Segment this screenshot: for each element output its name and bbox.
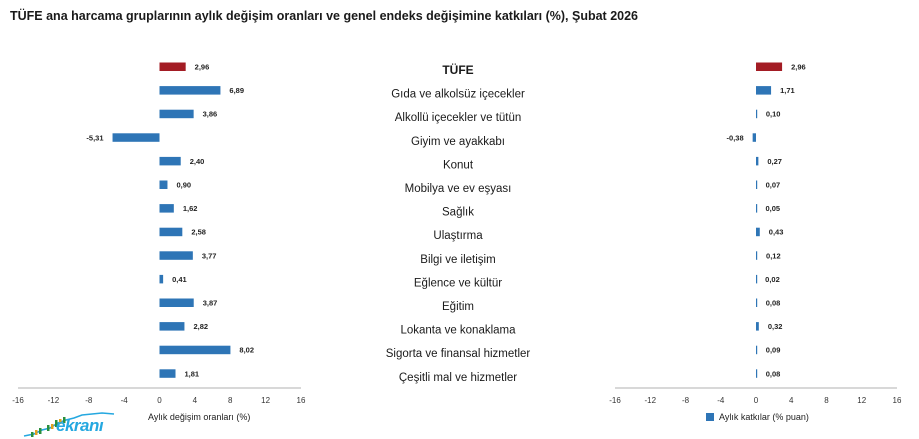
left-data-label-12: 8,02 bbox=[239, 345, 255, 355]
left-tick-label: 8 bbox=[228, 396, 233, 405]
left-data-label-2: 3,86 bbox=[202, 109, 218, 119]
right-bar-9 bbox=[756, 275, 757, 284]
right-bar-13 bbox=[756, 369, 757, 378]
left-data-label-5: 0,90 bbox=[176, 180, 192, 190]
left-bar-4 bbox=[160, 157, 181, 166]
left-bar-12 bbox=[160, 346, 231, 355]
left-data-label-13: 1,81 bbox=[184, 369, 200, 379]
legend-right bbox=[706, 412, 809, 422]
left-data-label-0: 2,96 bbox=[194, 62, 210, 72]
right-bar-6 bbox=[756, 204, 757, 213]
category-label-8: Bilgi ve iletişim bbox=[420, 253, 496, 266]
right-bar-1 bbox=[756, 86, 771, 95]
right-bar-7 bbox=[756, 228, 760, 237]
category-label-4: Konut bbox=[442, 159, 474, 172]
left-tick-label: -4 bbox=[120, 396, 128, 405]
left-bar-7 bbox=[160, 228, 183, 237]
right-tick-label: 4 bbox=[789, 396, 794, 405]
right-tick-label: -16 bbox=[609, 396, 621, 405]
left-bar-8 bbox=[160, 251, 193, 259]
category-label-12: Sigorta ve finansal hizmetler bbox=[385, 348, 531, 361]
category-label-1: Gıda ve alkolsüz içecekler bbox=[391, 88, 525, 101]
right-tick-label: 12 bbox=[857, 396, 867, 405]
left-tick-label: -12 bbox=[47, 396, 60, 405]
right-data-label-13: 0,08 bbox=[765, 369, 781, 379]
category-label-3: Giyim ve ayakkabı bbox=[411, 135, 505, 148]
right-tick-label: 0 bbox=[753, 396, 759, 405]
left-data-label-1: 6,89 bbox=[229, 86, 245, 96]
right-tick-label: 16 bbox=[892, 396, 902, 405]
logo-text: ekranı bbox=[56, 416, 104, 435]
left-bar-5 bbox=[160, 181, 168, 190]
right-tick-label: 8 bbox=[824, 396, 829, 405]
right-tick-label: -4 bbox=[717, 396, 725, 405]
category-label-13: Çeşitli mal ve hizmetler bbox=[398, 371, 518, 384]
right-data-label-8: 0,12 bbox=[766, 251, 781, 261]
right-bar-11 bbox=[756, 322, 759, 331]
left-bar-6 bbox=[160, 204, 174, 213]
right-data-label-1: 1,71 bbox=[780, 86, 795, 96]
right-data-label-7: 0,43 bbox=[768, 227, 784, 237]
right-data-label-11: 0,32 bbox=[767, 322, 783, 332]
left-bar-9 bbox=[160, 275, 164, 284]
left-data-label-7: 2,58 bbox=[191, 227, 206, 237]
left-bar-11 bbox=[160, 322, 185, 331]
left-data-label-8: 3,77 bbox=[201, 251, 217, 261]
left-tick-label: -8 bbox=[85, 396, 93, 405]
legend-swatch bbox=[706, 413, 714, 421]
right-tick-label: -12 bbox=[644, 396, 657, 405]
right-bar-8 bbox=[756, 251, 757, 259]
left-tick-label: 12 bbox=[261, 396, 271, 405]
left-data-label-6: 1,62 bbox=[182, 204, 198, 214]
left-data-label-9: 0,41 bbox=[172, 274, 187, 284]
right-bar-4 bbox=[756, 157, 758, 166]
chart-title: TÜFE ana harcama gruplarının aylık değişim oranları ve genel endeks değişimine katkıları (%), Şubat 2026 bbox=[10, 9, 639, 23]
left-bar-1 bbox=[160, 86, 221, 95]
legend-left-label: Aylık değişim oranları (%) bbox=[148, 412, 251, 422]
left-bar-3 bbox=[113, 133, 160, 142]
category-label-2: Alkollü içecekler ve tütün bbox=[394, 112, 522, 125]
right-bar-0 bbox=[756, 63, 782, 72]
right-data-label-2: 0,10 bbox=[765, 109, 781, 119]
left-data-label-10: 3,87 bbox=[202, 298, 218, 308]
right-bar-5 bbox=[756, 181, 757, 190]
left-bar-2 bbox=[160, 110, 194, 119]
category-label-9: Eğlence ve kültür bbox=[413, 277, 503, 290]
right-bar-3 bbox=[753, 133, 756, 142]
right-data-label-5: 0,07 bbox=[765, 180, 781, 190]
left-data-label-4: 2,40 bbox=[189, 156, 205, 166]
category-label-6: Sağlık bbox=[442, 206, 474, 219]
right-data-label-12: 0,09 bbox=[765, 345, 781, 355]
right-bar-2 bbox=[756, 110, 757, 119]
left-data-label-11: 2,82 bbox=[193, 322, 209, 332]
right-tick-label: -8 bbox=[681, 396, 690, 405]
left-bar-0 bbox=[160, 63, 186, 72]
right-bar-10 bbox=[756, 299, 757, 308]
left-tick-label: 16 bbox=[296, 396, 306, 405]
left-tick-label: -16 bbox=[12, 396, 24, 405]
left-tick-label: 0 bbox=[157, 396, 162, 405]
left-bar-13 bbox=[160, 369, 176, 378]
category-label-0: TÜFE bbox=[442, 63, 474, 77]
legend-right-label: Aylık katkılar (% puan) bbox=[719, 412, 809, 422]
right-data-label-10: 0,08 bbox=[765, 298, 781, 308]
category-label-7: Ulaştırma bbox=[433, 230, 483, 243]
right-bar-12 bbox=[756, 346, 757, 355]
category-label-11: Lokanta ve konaklama bbox=[400, 324, 516, 337]
right-data-label-6: 0,05 bbox=[765, 204, 781, 214]
category-label-10: Eğitim bbox=[442, 301, 474, 313]
right-data-label-9: 0,02 bbox=[765, 274, 780, 284]
left-tick-label: 4 bbox=[192, 396, 198, 405]
right-data-label-3: -0,38 bbox=[726, 133, 744, 143]
category-label-5: Mobilya ve ev eşyası bbox=[404, 183, 512, 195]
left-bar-10 bbox=[160, 299, 194, 308]
right-data-label-4: 0,27 bbox=[767, 156, 782, 166]
left-data-label-3: -5,31 bbox=[86, 133, 104, 143]
right-data-label-0: 2,96 bbox=[791, 62, 806, 72]
